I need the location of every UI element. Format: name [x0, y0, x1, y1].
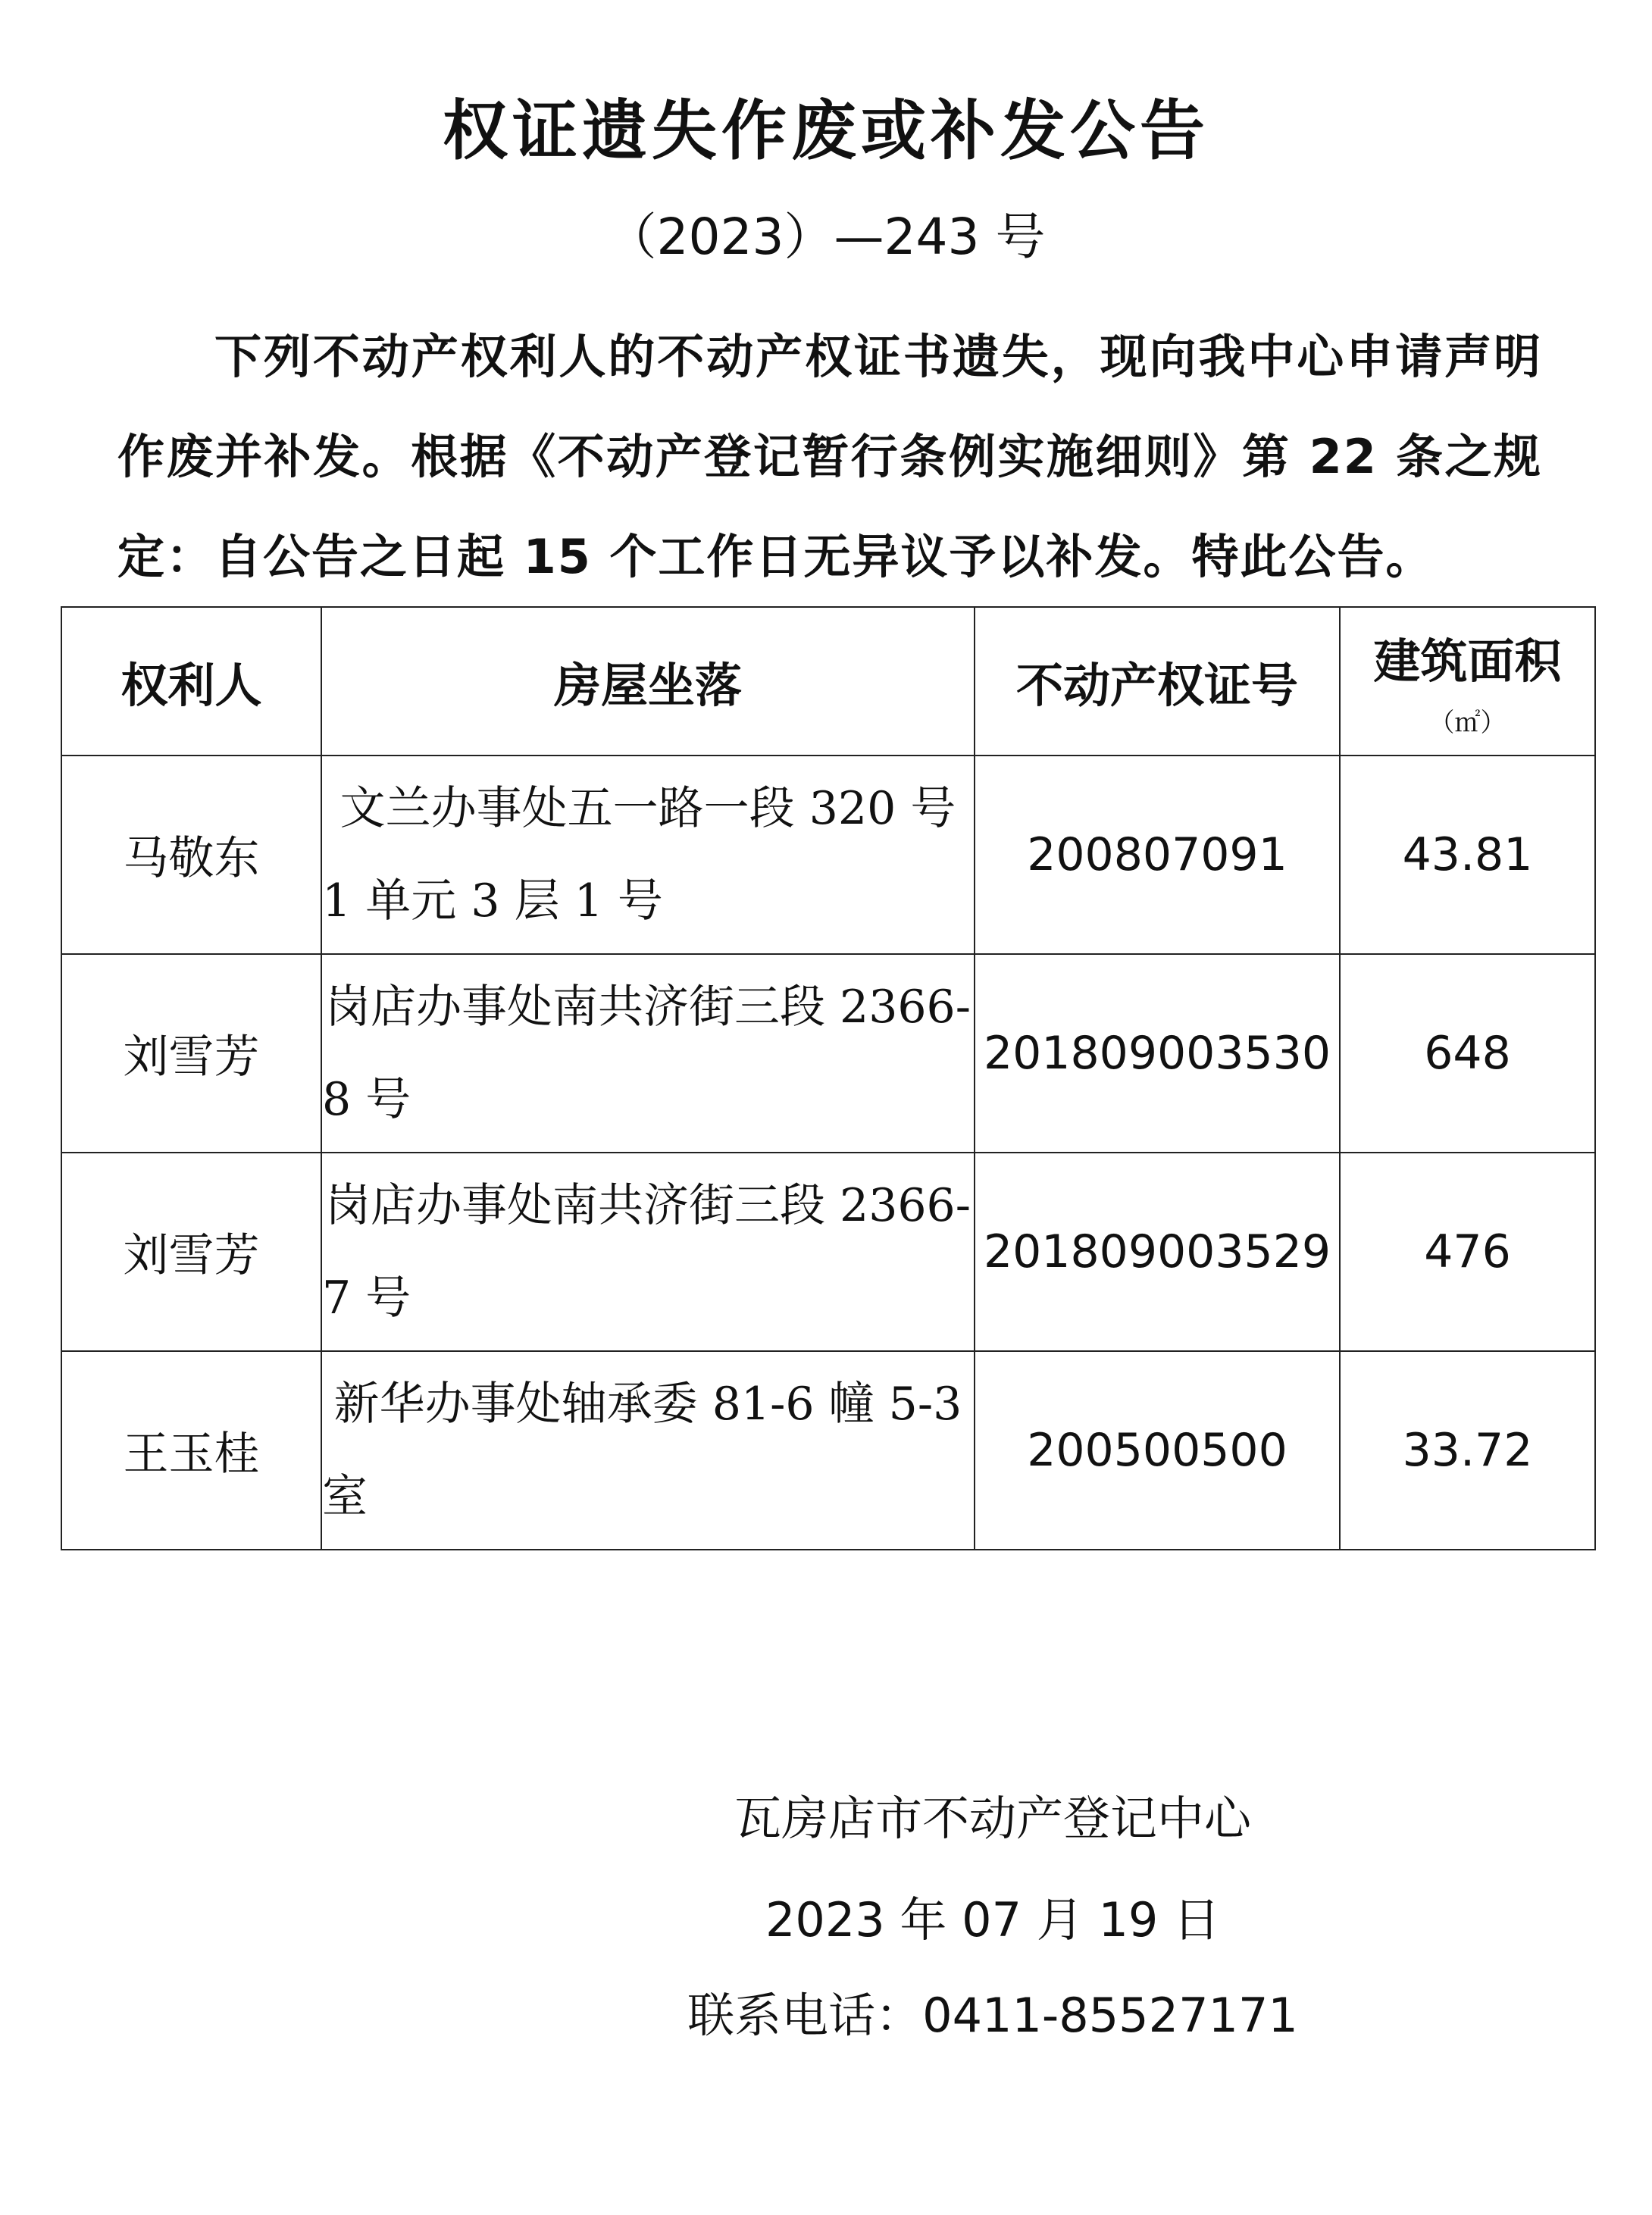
notice-intro: 下列不动产权利人的不动产权证书遗失，现向我中心申请声明作废并补发。根据《不动产登记暂行条例实施细则》第 22 条之规定：自公告之日起 15 个工作日无异议予以补发。特此公告。 [117, 329, 1542, 584]
table-header-row [61, 607, 1595, 756]
cell-cert: 200500500 [975, 1351, 1340, 1550]
cell-area: 43.81 [1340, 756, 1595, 954]
cell-cert: 201809003530 [975, 954, 1340, 1153]
notice-number: （2023）—243 号 [606, 208, 1046, 266]
cell-address: 岗店办事处南共济街三段 2366-8 号 [321, 954, 975, 1153]
cell-address: 新华办事处轴承委 81-6 幢 5-3 室 [321, 1351, 975, 1550]
table-row [61, 756, 1595, 954]
table-row [61, 954, 1595, 1153]
header-cert: 不动产权证号 [975, 607, 1340, 756]
cell-area: 33.72 [1340, 1351, 1595, 1550]
table-row [61, 1351, 1595, 1550]
cell-cert: 200807091 [975, 756, 1340, 954]
signature-org: 瓦房店市不动产登记中心 [734, 1791, 1251, 1846]
cell-address: 文兰办事处五一路一段 320 号 1 单元 3 层 1 号 [321, 756, 975, 954]
header-area [1340, 607, 1595, 756]
cell-owner: 王玉桂 [61, 1351, 321, 1550]
header-area-label: 建筑面积 [1373, 634, 1562, 689]
header-owner: 权利人 [61, 607, 321, 756]
notice-table [61, 606, 1596, 1550]
cell-area: 648 [1340, 954, 1595, 1153]
header-address: 房屋坐落 [321, 607, 975, 756]
cell-owner: 刘雪芳 [61, 1153, 321, 1351]
cell-owner: 马敬东 [61, 756, 321, 954]
table-row [61, 1153, 1595, 1351]
cell-owner: 刘雪芳 [61, 954, 321, 1153]
header-area-unit: （㎡） [1428, 708, 1507, 738]
cell-area: 476 [1340, 1153, 1595, 1351]
notice-title: 权证遗失作废或补发公告 [443, 93, 1209, 169]
cell-cert: 201809003529 [975, 1153, 1340, 1351]
cell-address: 岗店办事处南共济街三段 2366-7 号 [321, 1153, 975, 1351]
signature-phone: 联系电话：0411-85527171 [687, 1988, 1298, 2043]
signature-date: 2023 年 07 月 19 日 [765, 1892, 1221, 1948]
